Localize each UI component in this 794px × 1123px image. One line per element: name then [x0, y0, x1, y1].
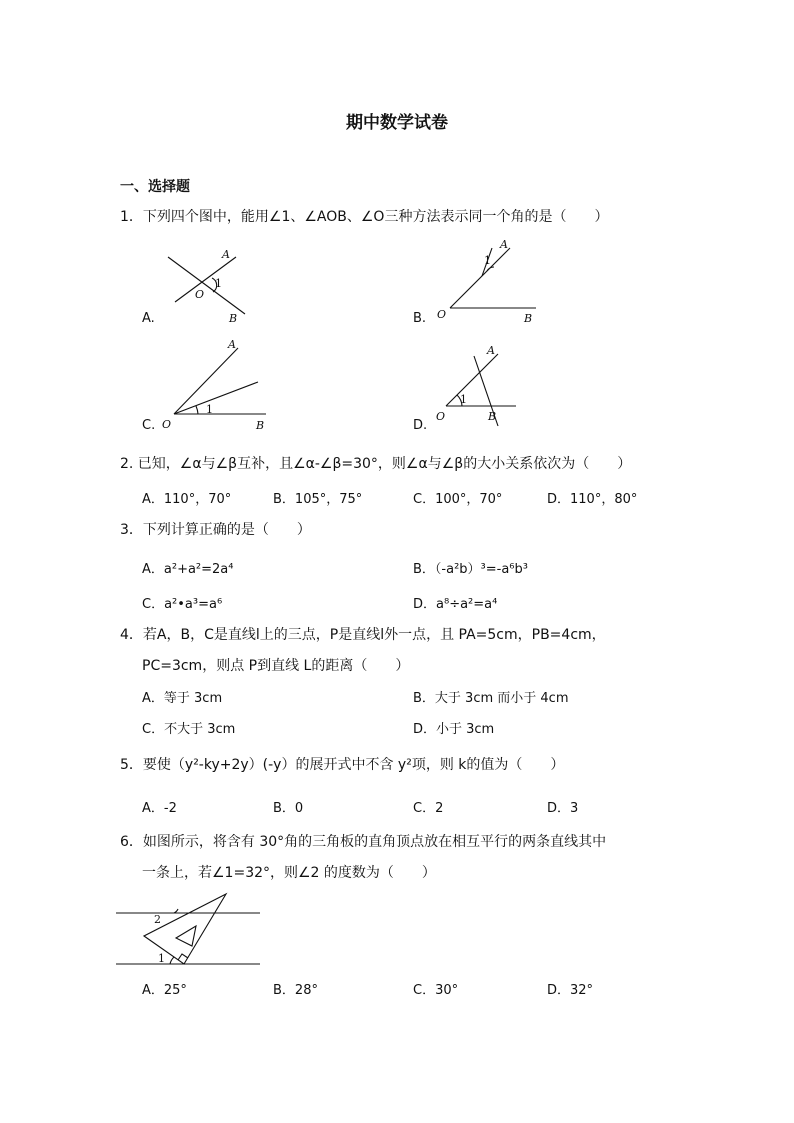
- label-a: A: [500, 238, 508, 251]
- question-2-stem: 2. 已知，∠α与∠β互补，且∠α-∠β=30°，则∠α与∠β的大小关系依次为（ ）: [120, 456, 632, 472]
- q2-option-a: A．110°，70°: [142, 492, 232, 507]
- q6-option-a: A．25°: [142, 983, 187, 998]
- q3-option-d: D．a⁸÷a²=a⁴: [413, 597, 498, 612]
- q5-option-d: D．3: [547, 801, 579, 816]
- q6-option-c: C．30°: [413, 983, 459, 998]
- label-a: A: [222, 248, 230, 261]
- label-1: 1: [158, 952, 165, 965]
- q5-option-c: C．2: [413, 801, 444, 816]
- q3-option-b: B．（-a²b）³=-a⁶b³: [413, 562, 528, 577]
- q2-option-b: B．105°，75°: [273, 492, 363, 507]
- q1-figure-d: [432, 340, 527, 432]
- triangle-ruler: [144, 894, 226, 964]
- q6-option-d: D．32°: [547, 983, 594, 998]
- angle-2-arc: [174, 909, 178, 913]
- ray-inner: [174, 382, 258, 414]
- label-1: 1: [206, 403, 213, 416]
- label-b: B: [524, 312, 533, 325]
- label-o: O: [162, 418, 172, 431]
- line-ob: [168, 257, 245, 314]
- section-heading: 一、选择题: [120, 179, 190, 195]
- q2-option-c: C．100°，70°: [413, 492, 503, 507]
- angle-1-arc: [170, 957, 174, 964]
- q1-option-a: A.: [142, 311, 155, 326]
- q1-option-d: D.: [413, 418, 428, 433]
- label-1: 1: [215, 277, 222, 290]
- ray-oa: [450, 248, 510, 308]
- q1-figure-b: [432, 236, 547, 326]
- q4-option-c: C．不大于 3cm: [142, 722, 236, 737]
- q2-option-d: D．110°，80°: [547, 492, 638, 507]
- line-oa: [175, 257, 236, 302]
- q6-option-b: B．28°: [273, 983, 318, 998]
- q1-figure-a: [160, 244, 260, 326]
- label-2: 2: [154, 913, 161, 926]
- label-a: A: [487, 344, 495, 357]
- label-o: O: [436, 410, 446, 423]
- question-4-stem-line1: 4．若A，B，C是直线l上的三点，P是直线l外一点，且 PA=5cm，PB=4cm，: [120, 627, 606, 643]
- question-1-stem: 1．下列四个图中，能用∠1、∠AOB、∠O三种方法表示同一个角的是（ ）: [120, 209, 609, 225]
- question-6-stem-line1: 6．如图所示，将含有 30°角的三角板的直角顶点放在相互平行的两条直线其中: [120, 834, 607, 850]
- label-b: B: [488, 410, 497, 423]
- line-oa: [446, 354, 498, 406]
- label-o: O: [437, 308, 447, 321]
- question-3-stem: 3．下列计算正确的是（ ）: [120, 522, 311, 538]
- q3-option-c: C．a²•a³=a⁶: [142, 597, 223, 612]
- q4-option-a: A．等于 3cm: [142, 691, 223, 706]
- question-5-stem: 5．要使（y²-ky+2y）(-y）的展开式中不含 y²项，则 k的值为（ ）: [120, 757, 565, 773]
- angle-arc: [196, 406, 198, 414]
- q4-option-b: B．大于 3cm 而小于 4cm: [413, 691, 569, 706]
- question-4-stem-line2: PC=3cm，则点 P到直线 L的距离（ ）: [142, 658, 410, 674]
- q5-option-b: B．0: [273, 801, 304, 816]
- label-1: 1: [484, 254, 491, 267]
- label-b: B: [256, 419, 265, 432]
- label-1: 1: [460, 393, 467, 406]
- q5-option-a: A．-2: [142, 801, 177, 816]
- q1-figure-c: [160, 336, 275, 434]
- question-6-stem-line2: 一条上，若∠1=32°，则∠2 的度数为（ ）: [142, 865, 436, 881]
- q4-option-d: D．小于 3cm: [413, 722, 495, 737]
- q3-option-a: A．a²+a²=2a⁴: [142, 562, 234, 577]
- q6-figure: [116, 890, 266, 970]
- triangle-ruler-inner: [176, 926, 196, 946]
- q1-option-b: B.: [413, 311, 427, 326]
- label-o: O: [195, 288, 205, 301]
- page-title: 期中数学试卷: [346, 113, 448, 133]
- q1-option-c: C.: [142, 418, 156, 433]
- label-b: B: [229, 312, 238, 325]
- label-a: A: [228, 338, 236, 351]
